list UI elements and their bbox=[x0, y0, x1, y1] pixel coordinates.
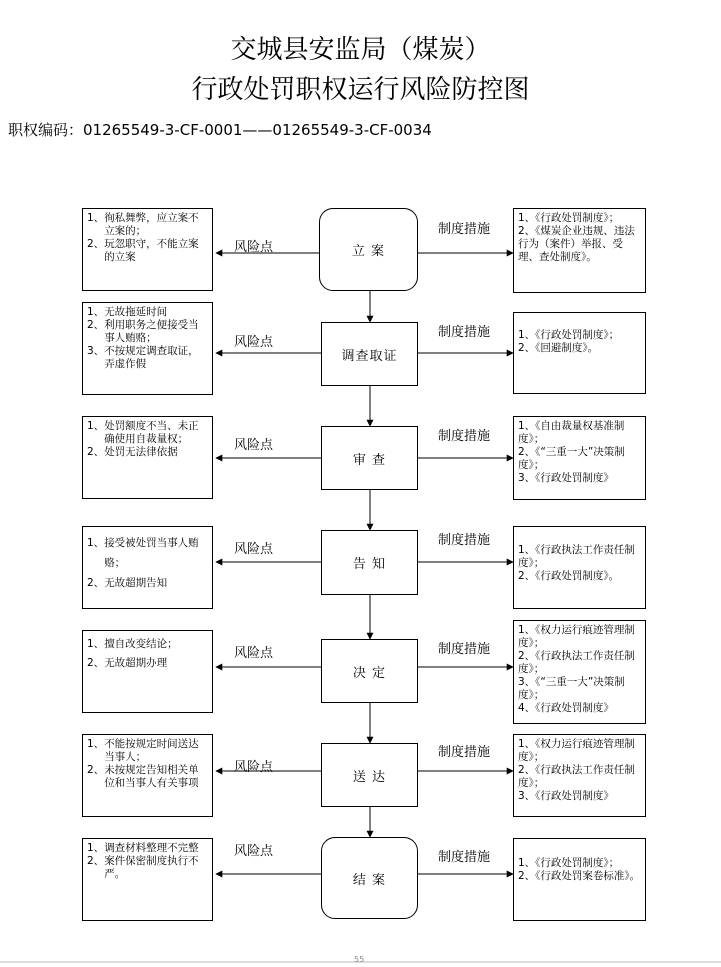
measure-item: 1、《权力运行痕迹管理制度》； bbox=[518, 738, 635, 763]
measure-box-2 bbox=[513, 312, 646, 394]
measure-item: 4、《行政处罚制度》 bbox=[518, 702, 614, 714]
measure-box-7 bbox=[513, 838, 646, 921]
measure-label: 制度措施 bbox=[438, 222, 491, 237]
measure-item: 2、《煤炭企业违规、违法行为（案件）举报、受理、查处制度》。 bbox=[518, 225, 635, 263]
risk-item: 1、 徇私舞弊，应立案不立案的； bbox=[87, 212, 199, 237]
risk-label: 风险点 bbox=[234, 646, 274, 661]
step-node-4: 告 知 bbox=[321, 530, 418, 595]
risk-box-6 bbox=[82, 734, 213, 817]
measure-item: 2、《行政处罚案卷标准》。 bbox=[518, 870, 641, 882]
measure-item: 1、《权力运行痕迹管理制度》； bbox=[518, 624, 635, 649]
measure-label: 制度措施 bbox=[438, 429, 491, 444]
measure-item: 1、《行政处罚制度》； bbox=[518, 212, 620, 224]
risk-label: 风险点 bbox=[234, 844, 274, 859]
measure-item: 2、《行政执法工作责任制度》； bbox=[518, 650, 635, 675]
risk-label: 风险点 bbox=[234, 542, 274, 557]
measure-box-6 bbox=[513, 734, 646, 817]
risk-box-7 bbox=[82, 838, 213, 921]
measure-box-4 bbox=[513, 526, 646, 609]
risk-item: 2、 处罚无法律依据 bbox=[87, 446, 178, 458]
measure-item: 2、《行政处罚制度》。 bbox=[518, 570, 620, 582]
measure-item: 1、《行政处罚制度》； bbox=[518, 857, 620, 869]
risk-item: 1、 不能按规定时间送达当事人； bbox=[87, 738, 199, 763]
risk-label: 风险点 bbox=[234, 760, 274, 775]
step-node-1: 立 案 bbox=[319, 208, 418, 291]
risk-label: 风险点 bbox=[234, 438, 274, 453]
step-node-6: 送 达 bbox=[321, 743, 418, 807]
page-number: 55 bbox=[354, 955, 365, 964]
risk-box-2 bbox=[82, 302, 213, 395]
measure-box-5 bbox=[513, 620, 646, 724]
measure-label: 制度措施 bbox=[438, 533, 491, 548]
risk-item: 1、 无故拖延时间 bbox=[87, 306, 168, 318]
measure-label: 制度措施 bbox=[438, 642, 491, 657]
title-line-2: 行政处罚职权运行风险防控图 bbox=[191, 75, 530, 105]
risk-item: 2、 无故超期告知 bbox=[87, 577, 168, 589]
measure-label: 制度措施 bbox=[438, 850, 491, 865]
title-line-1: 交城县安监局（煤炭） bbox=[230, 35, 491, 65]
measure-label: 制度措施 bbox=[438, 325, 491, 340]
risk-box-1 bbox=[82, 208, 213, 291]
risk-label: 风险点 bbox=[234, 335, 274, 350]
measure-item: 3、《“三重一大”决策制度》； bbox=[518, 676, 625, 701]
measure-label: 制度措施 bbox=[438, 745, 491, 760]
risk-item: 2、 未按规定告知相关单位和当事人有关事项 bbox=[87, 764, 199, 789]
risk-item: 1、 擅自改变结论； bbox=[87, 638, 178, 650]
measure-item: 1、《自由裁量权基准制度》； bbox=[518, 420, 625, 445]
risk-item: 2、 案件保密制度执行不严。 bbox=[87, 855, 199, 880]
measure-item: 3、《行政处罚制度》 bbox=[518, 472, 614, 484]
step-node-3: 审 查 bbox=[321, 426, 418, 490]
measure-item: 1、《行政处罚制度》； bbox=[518, 329, 620, 341]
risk-item: 1、 接受被处罚当事人贿赂； bbox=[87, 537, 199, 569]
measure-item: 2、《行政执法工作责任制度》； bbox=[518, 764, 635, 789]
measure-item: 2、《回避制度》。 bbox=[518, 342, 599, 354]
risk-label: 风险点 bbox=[234, 240, 274, 255]
risk-box-5 bbox=[82, 630, 213, 713]
step-node-2: 调查取证 bbox=[321, 322, 418, 386]
step-node-7: 结 案 bbox=[321, 837, 418, 919]
risk-item: 2、 玩忽职守，不能立案的立案 bbox=[87, 238, 199, 263]
risk-item: 2、 利用职务之便接受当事人贿赂； bbox=[87, 319, 199, 344]
measure-item: 1、《行政执法工作责任制度》； bbox=[518, 544, 635, 569]
measure-item: 2、《“三重一大”决策制度》； bbox=[518, 446, 625, 471]
measure-item: 3、《行政处罚制度》 bbox=[518, 790, 614, 802]
risk-item: 3、 不按规定调查取证，弄虚作假 bbox=[87, 345, 199, 370]
measure-box-1 bbox=[513, 208, 646, 293]
measure-box-3 bbox=[513, 416, 646, 500]
authority-code: 职权编码：01265549-3-CF-0001——01265549-3-CF-0034 bbox=[8, 121, 432, 139]
risk-item: 1、 处罚额度不当、未正确使用自裁量权； bbox=[87, 420, 199, 445]
risk-item: 1、 调查材料整理不完整 bbox=[87, 842, 199, 854]
risk-box-4 bbox=[82, 526, 213, 609]
risk-box-3 bbox=[82, 416, 213, 499]
risk-item: 2、 无故超期办理 bbox=[87, 657, 168, 669]
step-node-5: 决 定 bbox=[321, 639, 418, 703]
